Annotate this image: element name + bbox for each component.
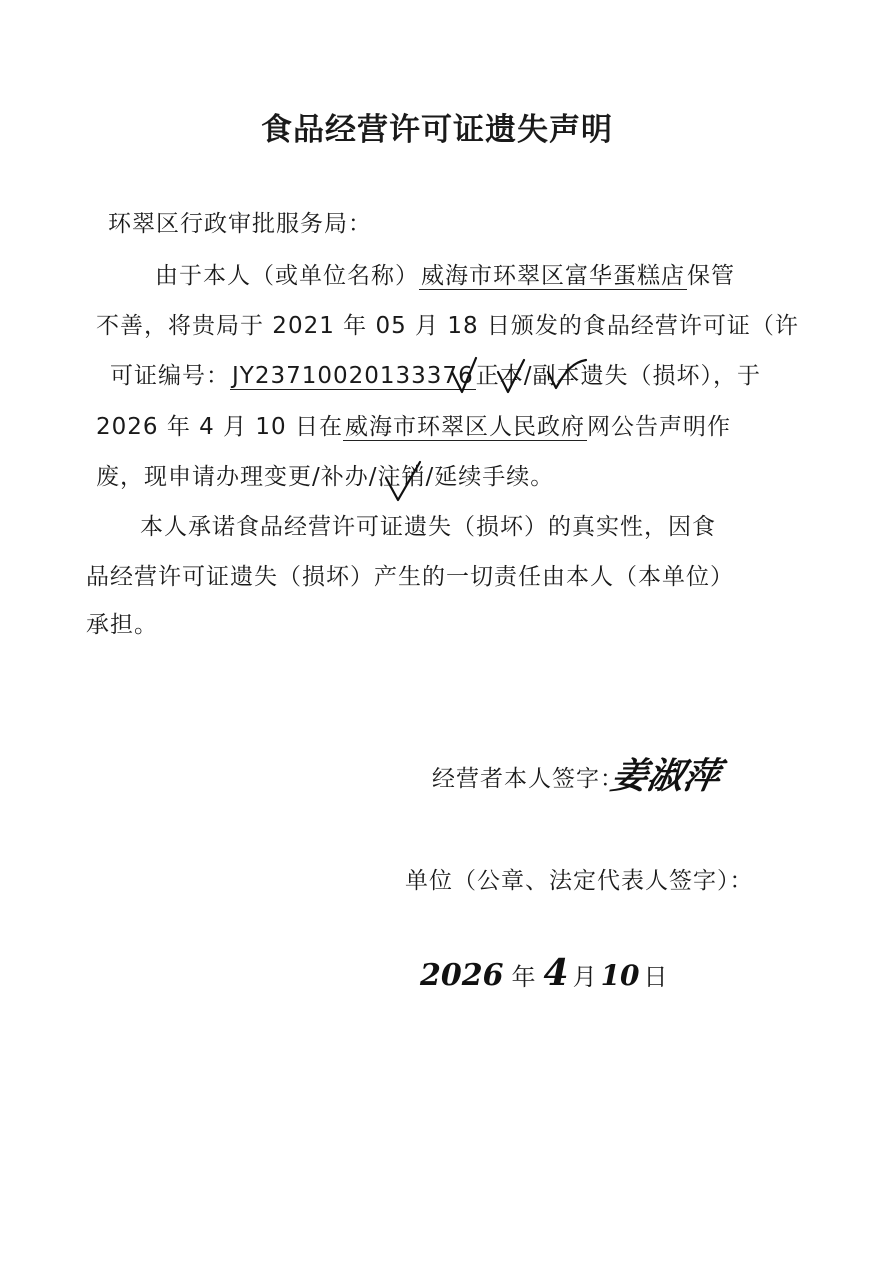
para2-line1: 本人承诺食品经营许可证遗失（损坏）的真实性，因食 [140, 514, 716, 540]
business-name: 威海市环翠区富华蛋糕店 [421, 263, 685, 289]
para1-line5: 废，现申请办理变更/补办/注销/延续手续。 [96, 464, 555, 490]
date-day: 10 [600, 959, 640, 992]
para1-line2: 不善，将贵局于 2021 年 05 月 18 日颁发的食品经营许可证（许 [96, 313, 799, 339]
signature-label: 经营者本人签字： [432, 766, 624, 792]
check-mark-icon [548, 360, 586, 388]
announce-place: 威海市环翠区人民政府 [345, 414, 585, 440]
license-number: JY23710020133376 [232, 363, 474, 389]
recipient: 环翠区行政审批服务局： [108, 211, 372, 237]
date-month: 4 [543, 952, 569, 994]
handwritten-signature: 姜淑萍 [607, 755, 724, 797]
unit-seal-label: 单位（公章、法定代表人签字）： [405, 868, 754, 894]
announce-date: 2026 年 4 月 10 日在 [96, 414, 343, 440]
date-year: 2026 [420, 958, 504, 993]
check-mark-icon [452, 358, 476, 392]
para1-line4-post: 网公告声明作 [587, 414, 731, 440]
date-day-char: 日 [643, 963, 668, 991]
date-year-char: 年 [511, 963, 536, 991]
para1-line1-post: 保管 [687, 263, 735, 289]
para1-line3-post: 正本/副本遗失（损坏），于 [475, 363, 761, 389]
para2-line2: 品经营许可证遗失（损坏）产生的一切责任由本人（本单位） [86, 564, 734, 590]
check-mark-icon [498, 360, 524, 392]
para2-line3: 承担。 [86, 612, 158, 638]
document-title: 食品经营许可证遗失声明 [261, 112, 613, 148]
para1-line1-pre: 由于本人（或单位名称） [155, 263, 419, 289]
check-mark-icon [386, 462, 420, 500]
date-month-char: 月 [572, 963, 597, 991]
license-label: 可证编号： [110, 363, 230, 389]
